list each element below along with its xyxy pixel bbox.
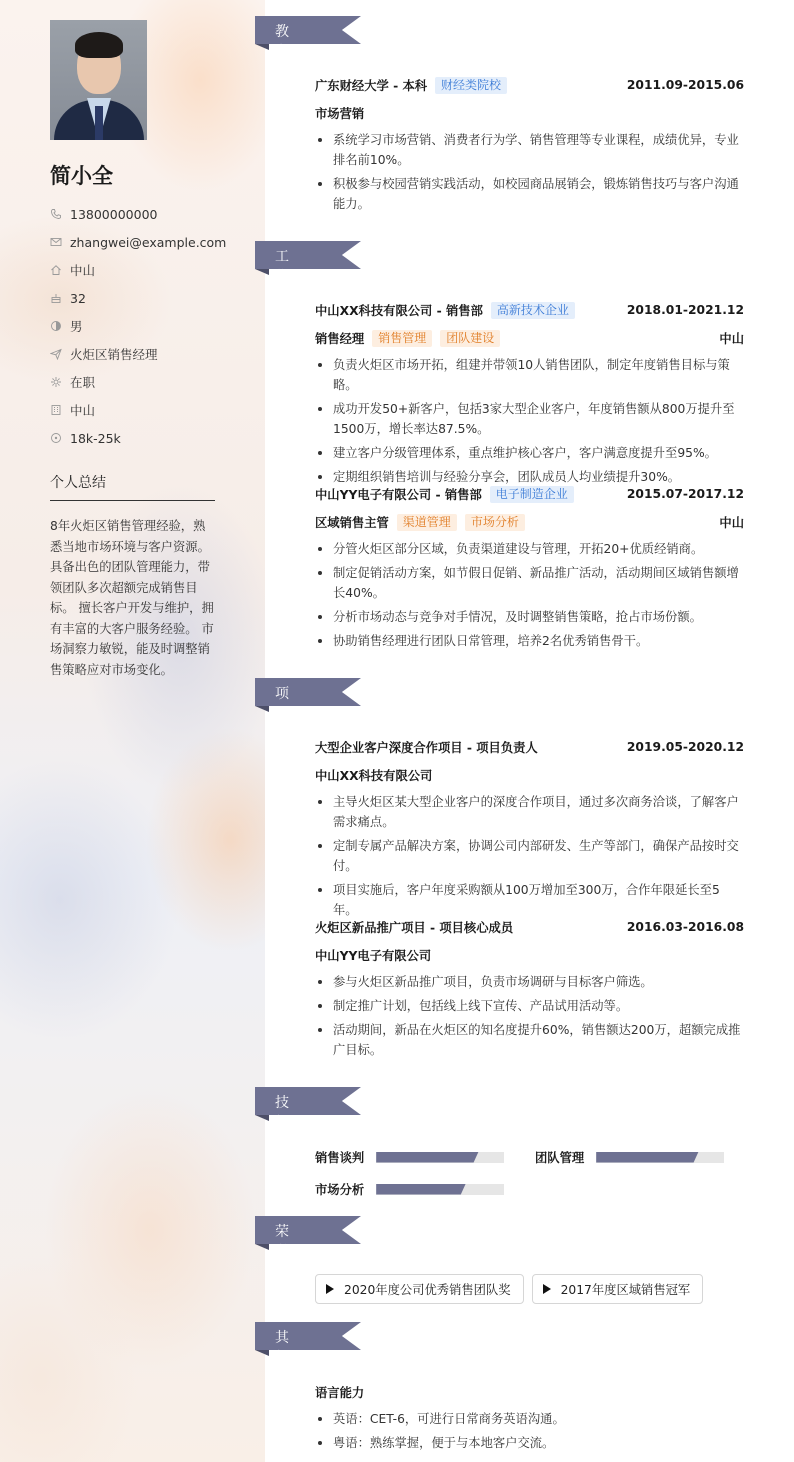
list-item: 积极参与校园营销实践活动，如校园商品展销会，锻炼销售技巧与客户沟通能力。: [315, 174, 744, 214]
phone-icon: [50, 208, 62, 220]
play-icon: [326, 1284, 334, 1294]
status-text: 在职: [70, 375, 96, 390]
summary-heading: 个人总结: [50, 472, 215, 501]
project-date: 2016.03-2016.08: [626, 920, 744, 934]
work-2-bullets: [315, 539, 744, 655]
gender-icon: [50, 320, 62, 332]
info-home: [50, 256, 250, 284]
contact-info-list: [50, 200, 250, 452]
award-text: 2017年度区域销售冠军: [560, 1283, 691, 1297]
education-header: [315, 76, 744, 94]
role-tag: 销售管理: [372, 330, 432, 347]
work-city: 中山: [719, 332, 744, 346]
language-title: 语言能力: [315, 1386, 365, 1400]
project-title: 大型企业客户深度合作项目 - 项目负责人: [315, 741, 538, 755]
section-title: 荣誉奖项: [275, 1224, 290, 1300]
school-tag: 财经类院校: [435, 77, 507, 94]
info-position: [50, 340, 250, 368]
role-title: 销售经理: [315, 332, 365, 346]
home-icon: [50, 264, 62, 276]
project-2-bullets: [315, 972, 744, 1064]
award-text: 2020年度公司优秀销售团队奖: [344, 1283, 511, 1297]
major: 市场营销: [315, 107, 365, 121]
mail-icon: [50, 236, 62, 248]
skill-bar: [376, 1152, 504, 1163]
project-1-header: [315, 738, 744, 756]
other-title-row: [315, 1383, 744, 1401]
project-company: 中山XX科技有限公司: [315, 769, 433, 783]
phone-text: 13800000000: [70, 206, 158, 222]
info-city: [50, 396, 250, 424]
list-item: 分析市场动态与竞争对手情况，及时调整销售策略，抢占市场份额。: [315, 607, 744, 627]
role-tag: 市场分析: [465, 514, 525, 531]
awards-list: [315, 1274, 703, 1304]
skill-bar-fill: [376, 1152, 478, 1163]
work-1-header: [315, 301, 744, 319]
section-title: 项目经历: [275, 686, 290, 762]
info-email: [50, 228, 250, 256]
profile-photo: [50, 20, 147, 140]
skill-item: [315, 1180, 504, 1198]
list-item: 参与火炬区新品推广项目，负责市场调研与目标客户筛选。: [315, 972, 744, 992]
skill-item: [315, 1148, 504, 1166]
company-name: 中山XX科技有限公司 - 销售部: [315, 304, 483, 318]
sidebar: [0, 0, 265, 1462]
list-item: 制定促销活动方案，如节假日促销、新品推广活动，活动期间区域销售额增长40%。: [315, 563, 744, 603]
skill-bar-fill: [596, 1152, 698, 1163]
status-icon: [50, 376, 62, 388]
skill-bar: [596, 1152, 724, 1163]
info-gender: [50, 312, 250, 340]
role-tag: 团队建设: [440, 330, 500, 347]
info-phone: [50, 200, 250, 228]
salary-text: 18k-25k: [70, 430, 121, 446]
skill-name: 市场分析: [315, 1183, 365, 1197]
play-icon: [543, 1284, 551, 1294]
info-status: [50, 368, 250, 396]
work-date: 2018.01-2021.12: [626, 303, 744, 317]
project-date: 2019.05-2020.12: [626, 740, 744, 754]
education-date: 2011.09-2015.06: [626, 78, 744, 92]
list-item: 制定推广计划，包括线上线下宣传、产品试用活动等。: [315, 996, 744, 1016]
building-icon: [50, 404, 62, 416]
list-item: 活动期间，新品在火炬区的知名度提升60%，销售额达200万，超额完成推广目标。: [315, 1020, 744, 1060]
info-salary: [50, 424, 250, 452]
list-item: 主导火炬区某大型企业客户的深度合作项目，通过多次商务洽谈，了解客户需求痛点。: [315, 792, 744, 832]
project-title: 火炬区新品推广项目 - 项目核心成员: [315, 921, 514, 935]
list-item: 建立客户分级管理体系，重点维护核心客户，客户满意度提升至95%。: [315, 443, 744, 463]
project-company: 中山YY电子有限公司: [315, 949, 432, 963]
list-item: 成功开发50+新客户，包括3家大型企业客户，年度销售额从800万提升至1500万，增长率达87.5%。: [315, 399, 744, 439]
home-text: 中山: [70, 263, 96, 278]
award-badge: [532, 1274, 704, 1304]
skill-bar-fill: [376, 1184, 466, 1195]
work-1-role-row: [315, 329, 744, 347]
age-icon: [50, 292, 62, 304]
skill-name: 销售谈判: [315, 1151, 365, 1165]
position-text: 火炬区销售经理: [70, 347, 158, 362]
work-1-bullets: [315, 355, 744, 491]
list-item: 协助销售经理进行团队日常管理，培养2名优秀销售骨干。: [315, 631, 744, 651]
salary-icon: [50, 432, 62, 444]
list-item: 项目实施后，客户年度采购额从100万增加至300万，合作年限延长至5年。: [315, 880, 744, 920]
list-item: 粤语：熟练掌握，便于与本地客户交流。: [315, 1433, 744, 1453]
age-text: 32: [70, 290, 86, 306]
education-major-row: [315, 104, 744, 122]
project-2-header: [315, 918, 744, 936]
list-item: 定期组织销售培训与经验分享会，团队成员人均业绩提升30%。: [315, 467, 744, 487]
section-title: 技能专长: [275, 1095, 290, 1171]
project-1-bullets: [315, 792, 744, 924]
school-name: 广东财经大学 - 本科: [315, 79, 428, 93]
role-title: 区域销售主管: [315, 516, 389, 530]
role-tag: 渠道管理: [397, 514, 457, 531]
other-bullets: [315, 1409, 744, 1457]
list-item: 系统学习市场营销、消费者行为学、销售管理等专业课程，成绩优异，专业排名前10%。: [315, 130, 744, 170]
award-badge: [315, 1274, 524, 1304]
list-item: 分管火炬区部分区域，负责渠道建设与管理，开拓20+优质经销商。: [315, 539, 744, 559]
list-item: 英语：CET-6，可进行日常商务英语沟通。: [315, 1409, 744, 1429]
work-city: 中山: [719, 516, 744, 530]
info-age: [50, 284, 250, 312]
gender-text: 男: [70, 319, 83, 334]
section-title: 教育经历: [275, 24, 290, 100]
list-item: 定制专属产品解决方案，协调公司内部研发、生产等部门，确保产品按时交付。: [315, 836, 744, 876]
work-2-role-row: [315, 513, 744, 531]
education-bullets: [315, 130, 744, 218]
skill-bar: [376, 1184, 504, 1195]
company-tag: 电子制造企业: [490, 486, 574, 503]
section-title: 其他信息: [275, 1330, 290, 1406]
candidate-name: 简小全: [50, 164, 113, 188]
project-2-company-row: [315, 946, 744, 964]
skill-item: [535, 1148, 724, 1166]
work-2-header: [315, 485, 744, 503]
section-title: 工作经历: [275, 249, 290, 325]
company-name: 中山YY电子有限公司 - 销售部: [315, 488, 482, 502]
summary-text: 8年火炬区销售管理经验，熟悉当地市场环境与客户资源。 具备出色的团队管理能力，带领团队多次超额完成销售目标。 擅长客户开发与维护，拥有丰富的大客户服务经验。 市场洞察力敏锐，能及时调整销售策略应对市场变化。: [50, 519, 214, 677]
work-date: 2015.07-2017.12: [626, 487, 744, 501]
send-icon: [50, 348, 62, 360]
list-item: 负责火炬区市场开拓，组建并带领10人销售团队，制定年度销售目标与策略。: [315, 355, 744, 395]
city-text: 中山: [70, 403, 96, 418]
skill-name: 团队管理: [535, 1151, 585, 1165]
email-text: zhangwei@example.com: [70, 234, 227, 250]
project-1-company-row: [315, 766, 744, 784]
company-tag: 高新技术企业: [491, 302, 575, 319]
